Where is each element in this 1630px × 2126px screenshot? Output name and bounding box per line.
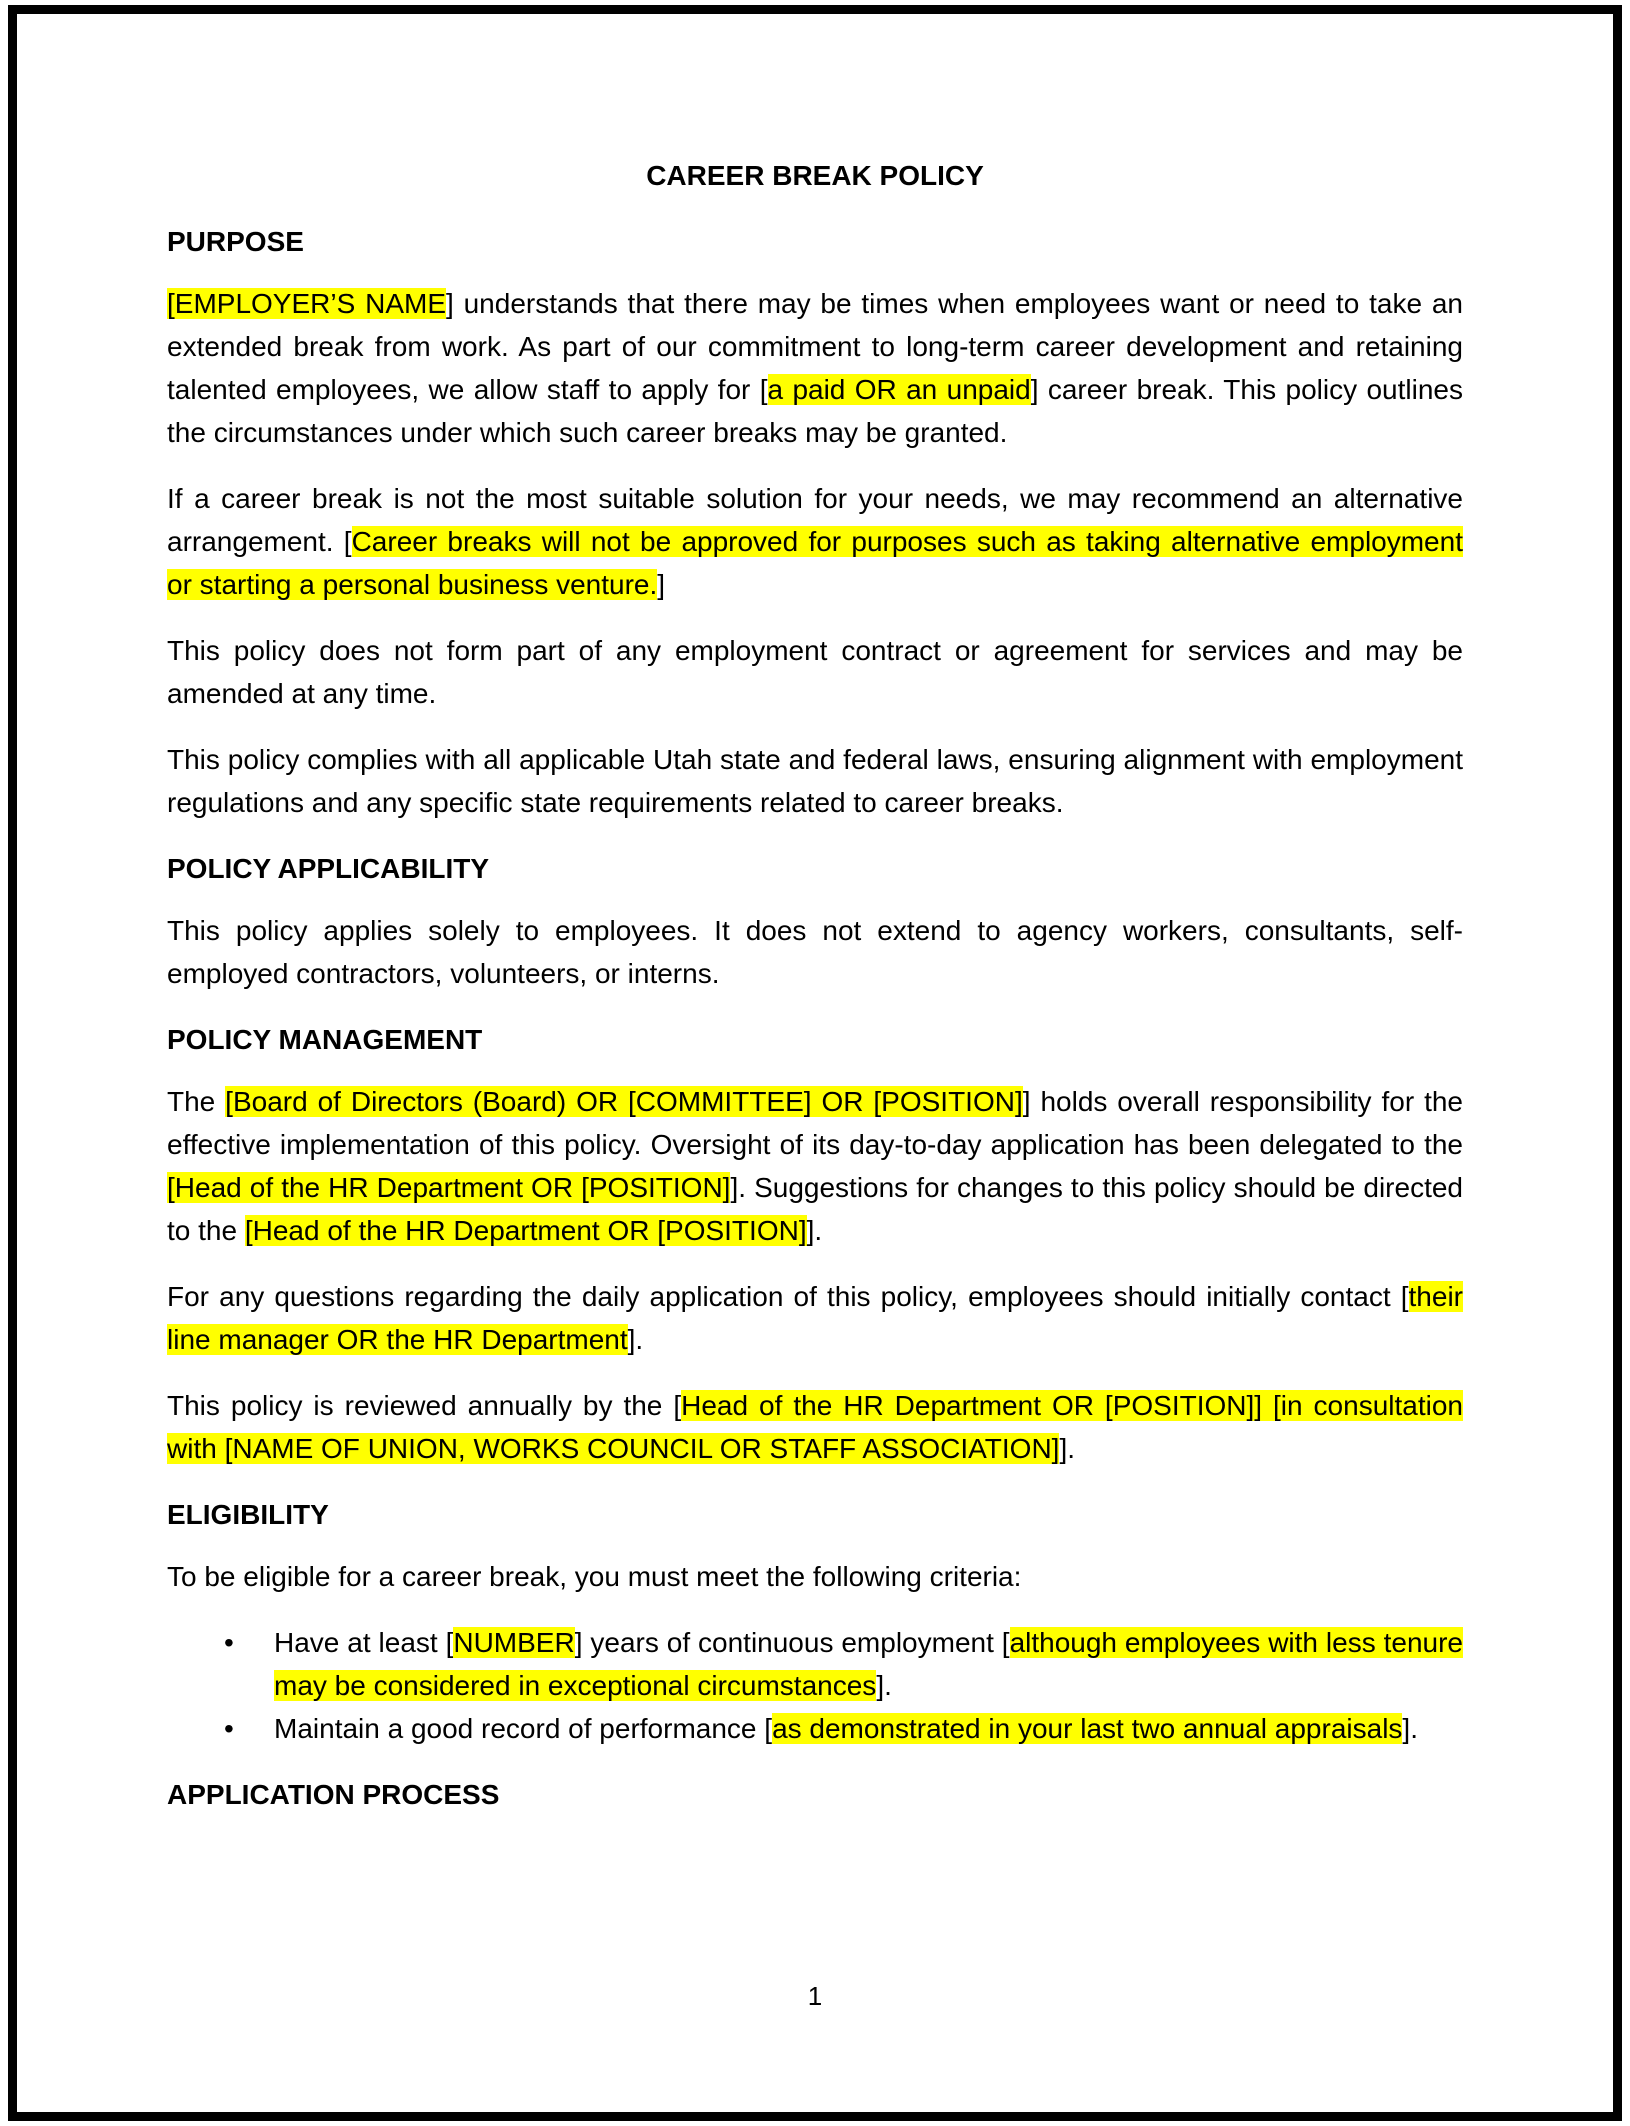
text-run: This policy complies with all applicable Utah state and federal laws, ensuring alignment with employment regulations and any specific state requirements related to career breaks. <box>167 744 1463 818</box>
highlight-run: [Board of Directors (Board) OR [COMMITTEE] OR [POSITION] <box>225 1086 1023 1117</box>
text-run: For any questions regarding the daily application of this policy, employees should initially contact [ <box>167 1281 1409 1312</box>
paragraph-management-2 <box>167 1275 1463 1361</box>
section-heading-purpose: PURPOSE <box>167 226 304 257</box>
list-item-performance <box>167 1707 1463 1750</box>
text-run: ]. <box>876 1670 892 1701</box>
section-heading-policy-applicability: POLICY APPLICABILITY <box>167 853 490 884</box>
highlight-run: although employees with less tenure may be considered in exceptional circumstances <box>274 1627 1464 1701</box>
highlight-run: NUMBER <box>453 1627 575 1658</box>
text-run: ]. <box>1059 1433 1076 1464</box>
bullet-list <box>167 1621 1463 1750</box>
list-item-tenure <box>167 1621 1463 1707</box>
highlight-run: their line manager OR the HR Department <box>167 1281 1463 1355</box>
highlight-run: [EMPLOYER’S NAME <box>167 288 446 319</box>
paragraph-purpose-4 <box>167 738 1463 824</box>
document-page <box>8 5 1622 2121</box>
paragraph-applicability <box>167 909 1463 995</box>
bullet-marker: • <box>224 1627 234 1658</box>
text-run: If a career break is not the most suitable solution for your needs, we may recommend an alternative arrangement. [ <box>167 483 1463 557</box>
paragraph-eligibility-intro <box>167 1555 1463 1598</box>
bullet-marker: • <box>224 1713 234 1744</box>
section-heading-application-process: APPLICATION PROCESS <box>167 1779 500 1810</box>
highlight-run: Career breaks will not be approved for purposes such as taking alternative employment or starting a personal business venture. <box>167 526 1463 600</box>
text-run: ]. <box>1402 1713 1418 1744</box>
text-run: The <box>167 1086 226 1117</box>
section-heading-policy-management: POLICY MANAGEMENT <box>167 1024 483 1055</box>
text-run: ]. <box>806 1215 823 1246</box>
text-run: ]. <box>627 1324 644 1355</box>
paragraph-purpose-2 <box>167 477 1463 606</box>
text-run: ]. Suggestions for changes to this policy should be directed to the <box>167 1172 1463 1246</box>
paragraph-management-1 <box>167 1080 1463 1252</box>
section-heading-eligibility: ELIGIBILITY <box>167 1499 329 1530</box>
highlight-run: Head of the HR Department OR [POSITION]] [in consultation with [NAME OF UNION, WORKS COUNCIL OR STAFF ASSOCIATION] <box>167 1390 1463 1464</box>
highlight-run: a paid OR an unpaid <box>767 374 1031 405</box>
paragraph-management-3 <box>167 1384 1463 1470</box>
text-run: ] career break. This policy outlines the circumstances under which such career breaks may be granted. <box>167 374 1463 448</box>
page-number: 1 <box>807 1981 823 2011</box>
text-run: This policy does not form part of any employment contract or agreement for services and may be amended at any time. <box>167 635 1463 709</box>
text-run: ] <box>657 569 666 600</box>
highlight-run: [Head of the HR Department OR [POSITION] <box>167 1172 731 1203</box>
text-run: To be eligible for a career break, you must meet the following criteria: <box>167 1561 1022 1592</box>
text-run: Maintain a good record of performance [ <box>274 1713 773 1744</box>
paragraph-purpose-3 <box>167 629 1463 715</box>
text-run: ] holds overall responsibility for the effective implementation of this policy. Oversight of its day-to-day application has been delegated to the <box>167 1086 1464 1160</box>
document-title: CAREER BREAK POLICY <box>646 160 984 191</box>
paragraph-purpose-1 <box>167 282 1463 454</box>
text-run: ] years of continuous employment [ <box>574 1627 1010 1658</box>
text-run: Have at least [ <box>274 1627 454 1658</box>
text-run: This policy applies solely to employees. It does not extend to agency workers, consultants, self-employed contractors, volunteers, or interns. <box>167 915 1463 989</box>
highlight-run: [Head of the HR Department OR [POSITION] <box>244 1215 807 1246</box>
highlight-run: as demonstrated in your last two annual appraisals <box>772 1713 1403 1744</box>
text-run: This policy is reviewed annually by the [ <box>167 1390 682 1421</box>
text-run: ] understands that there may be times when employees want or need to take an extended break from work. As part of our commitment to long-term career development and retaining talented employees, we allow staff to apply for [ <box>167 288 1463 405</box>
